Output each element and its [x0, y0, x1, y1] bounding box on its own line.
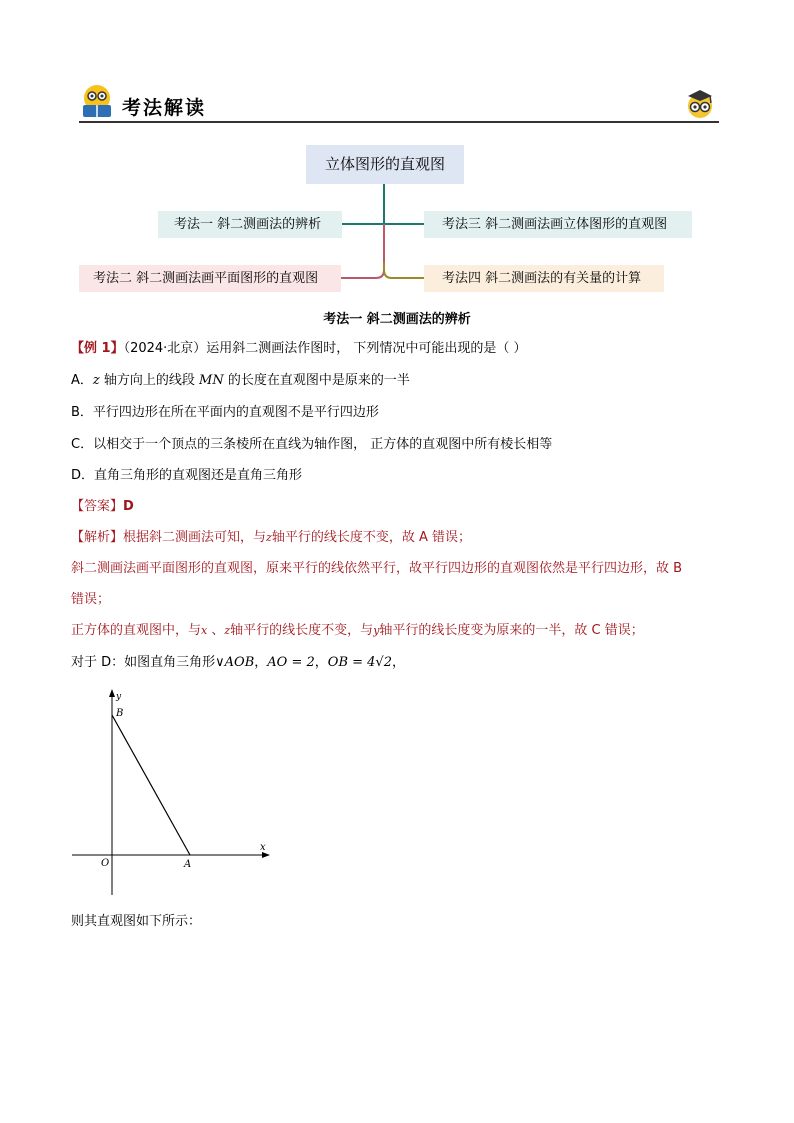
mindmap-method-3: 考法三 斜二测画法画立体图形的直观图 — [424, 211, 692, 238]
analysis-line-1: 【解析】根据斜二测画法可知，与z轴平行的线长度不变，故 A 错误； — [71, 530, 472, 545]
analysis-line-5: 对于 D：如图直角三角形∨AOB，AO = 2，OB = 4√2， — [71, 655, 406, 670]
analysis-line-3: 错误； — [71, 592, 111, 607]
analysis-line-6: 则其直观图如下所示： — [71, 914, 202, 929]
section-title: 考法一 斜二测画法的辨析 — [323, 312, 471, 327]
mindmap-method-2: 考法二 斜二测画法画平面图形的直观图 — [79, 265, 341, 292]
mindmap-method-4: 考法四 斜二测画法的有关量的计算 — [424, 265, 664, 292]
example-question — [71, 341, 527, 358]
option-a: A．z 轴方向上的线段 MN 的长度在直观图中是原来的一半 — [71, 373, 410, 388]
x-axis-label: x — [260, 842, 266, 853]
mindmap-method-1: 考法一 斜二测画法的辨析 — [158, 211, 342, 238]
triangle-figure — [60, 685, 280, 900]
point-a-label: A — [184, 859, 192, 870]
example-tag: 【例 1】 — [71, 341, 124, 356]
answer-tag: 【答案】 — [71, 499, 124, 514]
point-b-label: B — [116, 708, 124, 719]
point-o-label: O — [101, 858, 110, 869]
mindmap-center: 立体图形的直观图 — [306, 145, 464, 184]
answer-line — [71, 499, 134, 516]
analysis-tag: 【解析】 — [71, 530, 124, 545]
header-title: 考法解读 — [122, 97, 207, 119]
analysis-line-4: 正方体的直观图中，与x 、z轴平行的线长度不变，与y轴平行的线长度变为原来的一半，故 C 错误； — [71, 623, 644, 638]
answer-value: D — [123, 499, 134, 514]
analysis-line-2: 斜二测画法画平面图形的直观图，原来平行的线依然平行，故平行四边形的直观图依然是平行四边形，故 B — [71, 561, 683, 576]
segment-ab — [112, 715, 190, 855]
example-stem: 运用斜二测画法作图时， 下列情况中可能出现的是（ ） — [206, 341, 527, 356]
example-source: （2024·北京） — [123, 341, 207, 356]
y-axis-label: y — [116, 692, 122, 702]
option-b: B．平行四边形在所在平面内的直观图不是平行四边形 — [71, 405, 379, 420]
option-c: C．以相交于一个顶点的三条棱所在直线为轴作图， 正方体的直观图中所有棱长相等 — [71, 437, 553, 452]
option-d: D．直角三角形的直观图还是直角三角形 — [71, 468, 303, 483]
y-axis-arrow — [109, 689, 115, 697]
